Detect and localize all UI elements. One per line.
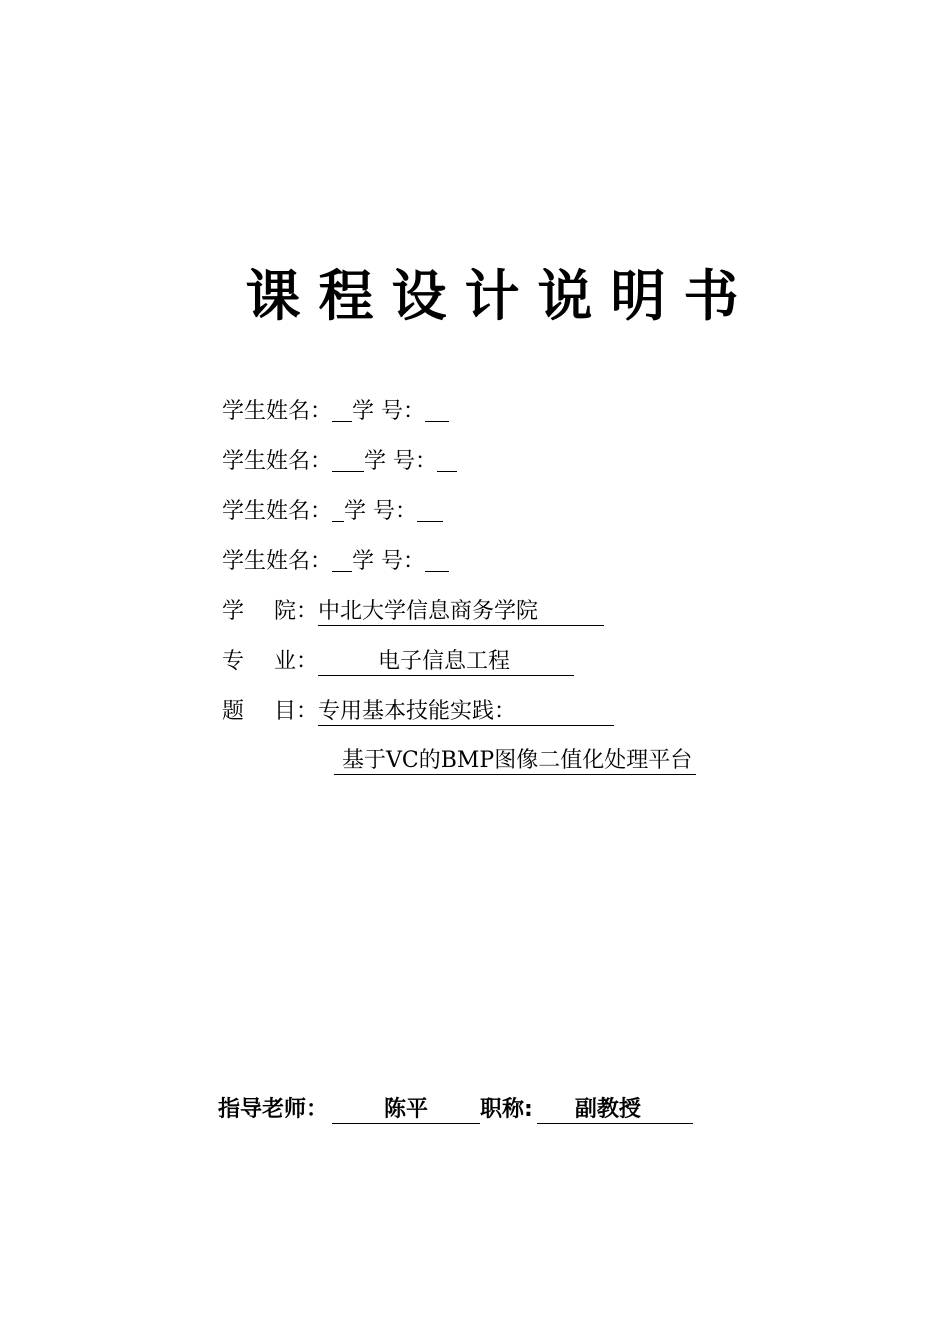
major-row — [222, 648, 574, 676]
advisor-row — [218, 1096, 693, 1124]
student-name-blank — [332, 499, 344, 522]
advisor-label: 指导老师： — [218, 1097, 329, 1122]
student-row — [222, 548, 449, 576]
student-id-label: 学 号： — [364, 449, 438, 474]
student-id-label: 学 号： — [352, 399, 426, 424]
document-title: 课程设计说明书 — [245, 264, 757, 328]
major-label-1: 专 — [222, 649, 245, 674]
advisor-title-label: 职称: — [480, 1097, 533, 1122]
student-name-blank — [332, 399, 352, 422]
student-id-blank — [425, 399, 449, 422]
advisor-name: 陈平 — [332, 1097, 480, 1124]
student-row — [222, 448, 457, 476]
topic-value-line1: 专用基本技能实践： — [318, 699, 614, 726]
student-id-blank — [425, 549, 449, 572]
college-label-2: 院： — [274, 599, 319, 624]
college-label-1: 学 — [222, 599, 245, 624]
major-label-2: 业： — [274, 649, 319, 674]
topic-label-2: 目： — [274, 699, 319, 724]
student-name-label: 学生姓名： — [222, 549, 333, 574]
student-row — [222, 398, 449, 426]
student-name-blank — [332, 449, 364, 472]
topic-row-2 — [334, 747, 696, 775]
student-row — [222, 498, 443, 526]
topic-value-line2: 基于VC的BMP图像二值化处理平台 — [334, 748, 696, 775]
student-name-label: 学生姓名： — [222, 499, 333, 524]
college-value: 中北大学信息商务学院 — [318, 599, 604, 626]
advisor-title-value: 副教授 — [537, 1097, 693, 1124]
student-name-blank — [332, 549, 352, 572]
student-id-label: 学 号： — [344, 499, 418, 524]
topic-label-1: 题 — [222, 699, 245, 724]
student-name-label: 学生姓名： — [222, 449, 333, 474]
student-name-label: 学生姓名： — [222, 399, 333, 424]
topic-row — [222, 698, 614, 726]
student-id-label: 学 号： — [352, 549, 426, 574]
major-value: 电子信息工程 — [318, 649, 574, 676]
college-row — [222, 598, 604, 626]
student-id-blank — [417, 499, 443, 522]
student-id-blank — [437, 449, 457, 472]
